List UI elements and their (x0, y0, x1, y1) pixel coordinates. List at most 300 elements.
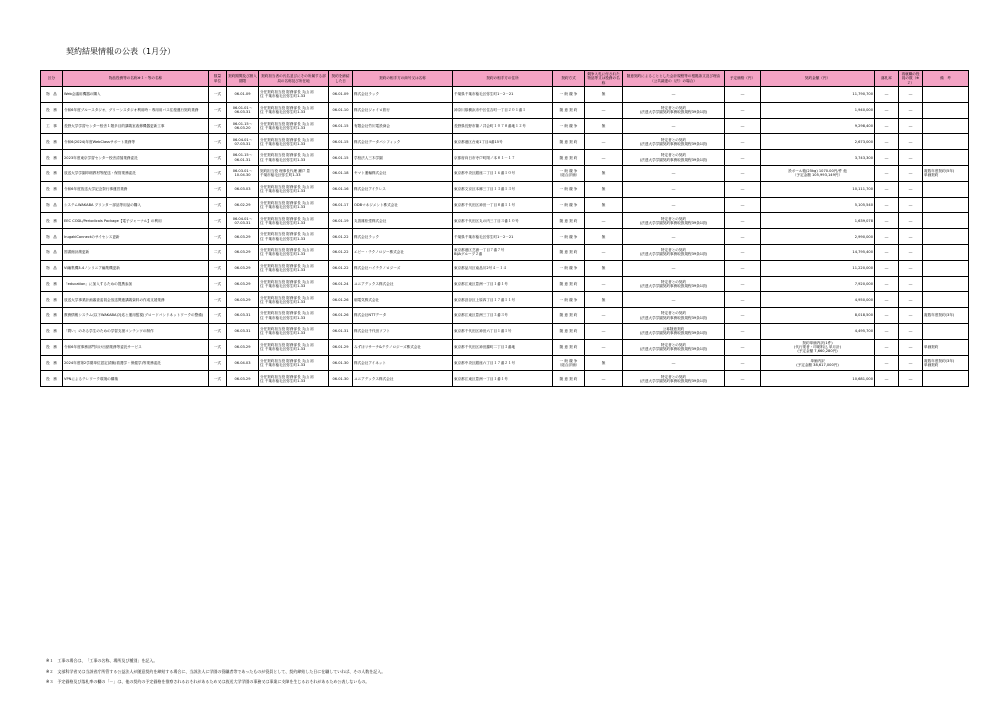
table-cell: 06.01.15 (329, 150, 353, 166)
table-cell: 分任契約担当役 財務部長 丸山 裕 住 千葉市稲毛区弥生町1-33 (259, 292, 329, 308)
column-header: 契約担当者の氏名並びにその所属する部局の名称及び所在地 (259, 71, 329, 87)
table-cell: ― (899, 229, 923, 245)
table-cell: 随 意 契 約 (553, 134, 585, 150)
table-cell: ― (725, 339, 761, 355)
table-cell: 図書館計測更新 (63, 244, 209, 260)
table-cell: 06.01.26 (329, 292, 353, 308)
table-cell: 特定者との契約 (法達大学学園契約事務取扱規程39条1項) (623, 308, 725, 324)
table-cell: 二式 (209, 244, 227, 260)
table-cell: 一式 (209, 292, 227, 308)
table-cell: ― (585, 134, 623, 150)
table-cell: ― (725, 292, 761, 308)
column-header: 備 考 (923, 71, 969, 87)
table-cell: ― (899, 244, 923, 260)
table-cell: ― (725, 213, 761, 229)
table-cell: ― (725, 87, 761, 103)
footnote: ※２ 文部科学省又は当該省庁所管する公益法人が随意契約を締結する場合に、当該法人に学園の役職者等であったものが役員として、契約締結した日に在職していれば、その人数を記入。 (46, 668, 386, 674)
table-cell: 工 事 (41, 118, 63, 134)
table-cell (923, 181, 969, 197)
table-cell: 06.01.09 (329, 87, 353, 103)
table-cell: 単価内訳 (予定金額 38,617,000円) (761, 355, 875, 371)
table-cell: 06.01.16 (329, 181, 353, 197)
table-cell: 1,639,078 (761, 213, 875, 229)
table-cell: ― (899, 150, 923, 166)
table-cell: ヤマト運輸株式会社 (353, 165, 453, 181)
table-cell: 物 品 (41, 260, 63, 276)
table-cell: 千葉県千葉市稲毛区弥生町1－2－21 (453, 229, 553, 245)
table-cell: 役 務 (41, 165, 63, 181)
table-cell: ユニアデックス株式会社 (353, 371, 453, 387)
table-cell: ― (725, 102, 761, 118)
table-cell (923, 229, 969, 245)
table-cell: 分任契約担当役 財務部長 丸山 裕 住 千葉市稲毛区弥生町1-33 (259, 308, 329, 324)
table-cell: ― (725, 118, 761, 134)
table-cell: ― (875, 292, 899, 308)
table-cell: 無 (585, 181, 623, 197)
table-cell: 株式会社ハイテクノロジーズ (353, 260, 453, 276)
table-cell: 06.01.15～ 06.01.31 (227, 150, 259, 166)
table-cell: ― (875, 150, 899, 166)
table-cell: ― (623, 260, 725, 276)
table-cell: 丸善雄松堂株式会社 (353, 213, 453, 229)
contract-results-table (40, 70, 969, 387)
table-cell: 06.02.29 (227, 197, 259, 213)
table-cell: 教務情報システム(以下WAKABA)対応と運用監視(ブロードバンドネットワークの整備) (63, 308, 209, 324)
table-cell: 一式 (209, 229, 227, 245)
table-cell: 一式 (209, 323, 227, 339)
table-cell: 随 意 契 約 (553, 308, 585, 324)
table-cell: 4,950,000 (761, 292, 875, 308)
table-cell: ― (725, 181, 761, 197)
table-cell: VPNによるテレワーク環境の構築 (63, 371, 209, 387)
table-cell: 随 意 契 約 (553, 102, 585, 118)
table-cell: ― (899, 213, 923, 229)
table-cell: IrugakiConnectのサイセンス更新 (63, 229, 209, 245)
table-cell: 14,795,400 (761, 244, 875, 260)
table-cell: ― (585, 102, 623, 118)
table-cell: 06.03.29 (227, 339, 259, 355)
table-row (41, 339, 969, 355)
table-cell: 2023年度東京学習センター校舎清掃業務委託 (63, 150, 209, 166)
table-cell: 分任契約担当役 財務部長 丸山 裕 住 千葉市稲毛区弥生町1-33 (259, 134, 329, 150)
table-cell: 千葉県千葉市稲毛区弥生町1－2－21 (453, 87, 553, 103)
table-cell: 役 務 (41, 276, 63, 292)
table-cell: 2,990,000 (761, 229, 875, 245)
table-cell: ― (899, 371, 923, 387)
table-cell: ― (899, 355, 923, 371)
table-cell: 役 務 (41, 371, 63, 387)
table-cell: 無 (585, 260, 623, 276)
table-cell: 分任契約担当役 財務部長 丸山 裕 住 千葉市稲毛区弥生町1-33 (259, 213, 329, 229)
table-cell: ― (875, 87, 899, 103)
table-cell: 複数年度契約(5年) 単価契約 (923, 165, 969, 181)
table-cell: 無 (585, 87, 623, 103)
table-cell: 株式会社ラック (353, 87, 453, 103)
table-cell: 一式 (209, 339, 227, 355)
table-cell: 特定者との契約 (法達大学学園契約事務取扱規程39条1項) (623, 371, 725, 387)
table-cell: ― (623, 292, 725, 308)
table-row (41, 150, 969, 166)
table-cell: 分任契約担当役 財務部長 丸山 裕 住 千葉市稲毛区弥生町1-33 (259, 244, 329, 260)
table-cell: ― (585, 244, 623, 260)
table-cell: ― (899, 197, 923, 213)
table-cell: 一式 (209, 87, 227, 103)
table-cell: 06.01.30 (329, 355, 353, 371)
table-cell: 一式 (209, 102, 227, 118)
table-cell: 無 (585, 355, 623, 371)
table-cell: 分任契約担当役 財務部長 丸山 裕 住 千葉市稲毛区弥生町1-33 (259, 371, 329, 387)
table-cell: ― (875, 244, 899, 260)
table-cell: 長野県長野市篠ノ井会町１０７８番地１２号 (453, 118, 553, 134)
table-cell: 一 般 競 争 (553, 181, 585, 197)
table-cell: 06.01.15～ 06.03.20 (227, 118, 259, 134)
table-cell: 公募随意契約 (法達大学学園契約事務取扱規程39条1項) (623, 323, 725, 339)
table-cell: 無 (585, 197, 623, 213)
table-cell: 放送大学事業計画審査委員会放送関連講義資料の作成支援業務 (63, 292, 209, 308)
table-cell (923, 150, 969, 166)
table-cell: 分任契約担当役 財務部長 丸山 裕 住 千葉市稲毛区弥生町1-33 (259, 87, 329, 103)
table-cell: 契約担当役 理事長代理 瀬戸 豊 千葉市稲毛区弥生町1-33 (259, 165, 329, 181)
table-cell: 東京都文京区本郷三丁目１３番１３号 (453, 181, 553, 197)
table-cell: みずほリサーチ&テクノロジーズ株式会社 (353, 339, 453, 355)
table-cell: 06.01.24 (329, 276, 353, 292)
column-header: 物品役務等の名称※１・等の名称 (63, 71, 209, 87)
table-cell: 物 品 (41, 229, 63, 245)
page-title: 契約結果情報の公表（1月分） (66, 47, 176, 56)
table-cell: 06.01.22 (329, 260, 353, 276)
table-cell: ― (725, 229, 761, 245)
table-cell: ― (725, 134, 761, 150)
table-cell: 一式 (209, 118, 227, 134)
table-cell: 役 務 (41, 134, 63, 150)
table-cell: 5,105,540 (761, 197, 875, 213)
table-cell: 10,111,700 (761, 181, 875, 197)
table-cell: 株式会社アイクレス (353, 181, 453, 197)
column-header: 契約の相手方の商号又は名称 (353, 71, 453, 87)
footnote: ※３ 予定価格及び落札率の欄の「－」は、他の契約の予定価格を推察されるおそれがあるため又は放送大学学園の事務又は事業に支障を生じるおそれがあるため公表しないもの。 (46, 679, 370, 684)
table-cell: 分任契約担当役 財務部長 丸山 裕 住 千葉市稲毛区弥生町1-33 (259, 355, 329, 371)
table-cell: ― (875, 181, 899, 197)
table-cell: 株式会社データパシフィック (353, 134, 453, 150)
table-cell: 06.01.22 (329, 244, 353, 260)
table-cell: ― (875, 371, 899, 387)
column-header: 契約を締結した日 (329, 71, 353, 87)
table-cell: ODBマネジメント株式会社 (353, 197, 453, 213)
table-cell: ― (875, 165, 899, 181)
table-cell: 06.01.15 (329, 134, 353, 150)
table-cell: 一式 (209, 308, 227, 324)
column-header: 随意契約によることとした会計規程等の根拠条文及び理由（公共調達の（法）の場合） (623, 71, 725, 87)
table-cell: 無 (585, 292, 623, 308)
table-cell: ― (585, 150, 623, 166)
table-row (41, 244, 969, 260)
table-cell: 一 般 競 争 （総合評価） (553, 165, 585, 181)
table-cell: 東京都江東区豊洲一丁目１番１号 (453, 371, 553, 387)
table-cell: ― (875, 118, 899, 134)
table-cell: 分任契約担当役 財務部長 丸山 裕 住 千葉市稲毛区弥生町1-33 (259, 339, 329, 355)
table-cell: 分任契約担当役 財務部長 丸山 裕 住 千葉市稲毛区弥生町1-33 (259, 197, 329, 213)
table-cell: 単価契約 (923, 339, 969, 355)
table-cell: ― (725, 323, 761, 339)
table-cell: 一 般 競 争 (553, 87, 585, 103)
table-row (41, 308, 969, 324)
table-cell: 一式 (209, 150, 227, 166)
table-cell: ― (899, 292, 923, 308)
table-cell: ― (725, 165, 761, 181)
table-cell: 無 (585, 165, 623, 181)
table-cell: 令和6年度放送大学記念祭行事運営業務 (63, 181, 209, 197)
table-cell: 放送大学学園印刷教材等配送・保管業務委託 (63, 165, 209, 181)
column-header: 再就職の役員の数（※２） (899, 71, 923, 87)
table-cell: 10,681,000 (761, 371, 875, 387)
table-cell: 東京都千代田区神田錦町二丁目３番地 (453, 339, 553, 355)
table-cell: 随 意 契 約 (553, 323, 585, 339)
footnotes (46, 656, 385, 688)
table-row (41, 229, 969, 245)
table-cell: 無 (585, 229, 623, 245)
table-cell: ― (725, 244, 761, 260)
table-cell: 一式 (209, 355, 227, 371)
table-cell: VI編集機3-4ノンリニア編集機更新 (63, 260, 209, 276)
table-cell: 「問い」のある学生のための学習支援コンテンツの制作 (63, 323, 209, 339)
table-cell: Web会議用機器の購入 (63, 87, 209, 103)
table-cell: 東京都江東区豊洲三丁目３番３号 (453, 308, 553, 324)
table-cell: EEC CODL/Periodicals Package【電子ジャーナル】の利用 (63, 213, 209, 229)
table-cell: 東京都江東区豊洲一丁目１番１号 (453, 276, 553, 292)
table-cell: ― (875, 213, 899, 229)
table-cell: ― (725, 371, 761, 387)
table-cell (923, 276, 969, 292)
column-header: 契約の相手方の住所 (453, 71, 553, 87)
table-cell: 複数年度契約(3年) 単価契約 (923, 355, 969, 371)
table-cell: 一式 (209, 213, 227, 229)
table-cell: 一式 (209, 371, 227, 387)
table-cell (923, 197, 969, 213)
table-cell (923, 260, 969, 276)
table-cell: ― (899, 165, 923, 181)
table-cell: 分任契約担当役 財務部長 丸山 裕 住 千葉市稲毛区弥生町1-33 (259, 276, 329, 292)
table-cell: 一式 (209, 260, 227, 276)
table-cell: 06.03.29 (227, 229, 259, 245)
table-cell: 06.01.10 (329, 102, 353, 118)
column-header: 予定価格（円） (725, 71, 761, 87)
table-cell: ― (875, 276, 899, 292)
table-cell: ― (623, 165, 725, 181)
table-cell: 役 務 (41, 181, 63, 197)
table-cell (923, 244, 969, 260)
table-cell: ― (623, 181, 725, 197)
table-cell: ― (899, 323, 923, 339)
table-cell: 物 品 (41, 244, 63, 260)
table-cell: 役 務 (41, 339, 63, 355)
column-header: 契約金額（円） (761, 71, 875, 87)
table-cell: 随 意 契 約 (553, 276, 585, 292)
table-cell: 分任契約担当役 財務部長 丸山 裕 住 千葉市稲毛区弥生町1-33 (259, 229, 329, 245)
table-cell: 06.01.09 (227, 87, 259, 103)
column-header: 数量 単位 (209, 71, 227, 87)
table-cell: 株式会社アイネット (353, 355, 453, 371)
table-cell: 役 務 (41, 308, 63, 324)
table-cell (923, 134, 969, 150)
table-cell (923, 371, 969, 387)
table-cell: 東京都中央区銀座二丁目１６番１０号 (453, 165, 553, 181)
table-cell: ― (899, 308, 923, 324)
table-cell: 有限会社竹川電設商会 (353, 118, 453, 134)
table-cell: 特定者との契約 (法達大学学園契約事務取扱規程39条1項) (623, 150, 725, 166)
table-cell: ― (875, 229, 899, 245)
table-cell: 06.01.26 (329, 308, 353, 324)
table-cell: 随 意 契 約 (553, 371, 585, 387)
table-cell: 一 般 競 争 (553, 118, 585, 134)
table-cell: 06.03.03 (227, 181, 259, 197)
table-cell: 06.01.01～ 06.03.31 (227, 102, 259, 118)
table-cell: 東京都品川区南品川2号４－１４ (453, 260, 553, 276)
table-cell: 06.01.15 (329, 118, 353, 134)
table-cell: 06.03.29 (227, 292, 259, 308)
table-row (41, 87, 969, 103)
table-cell: 株式会社NTTデータ (353, 308, 453, 324)
table-cell: システムWAKABA プリンター部品等用品の購入 (63, 197, 209, 213)
table-cell: 06.01.29 (329, 339, 353, 355)
table-cell: 「education」に加入するための提携参加 (63, 276, 209, 292)
table-cell: 分任契約担当役 財務部長 丸山 裕 住 千葉市稲毛区弥生町1-33 (259, 102, 329, 118)
footnote: ※１ 工事の場合は、「工事の名称、場所及び種別」を記入。 (46, 658, 158, 663)
table-cell: 06.01.30 (329, 371, 353, 387)
table-cell: ― (725, 276, 761, 292)
table-cell: ― (725, 308, 761, 324)
table-cell (923, 292, 969, 308)
table-cell: 一式 (209, 276, 227, 292)
table-cell: 随 意 契 約 (553, 150, 585, 166)
table-cell: ― (623, 229, 725, 245)
table-cell: 契約単価内訳(1件) (代行業者・印刷料込 単月計) (予定金額 7,660,280円) (761, 339, 875, 355)
table-cell: 分任契約担当役 財務部長 丸山 裕 住 千葉市稲毛区弥生町1-33 (259, 118, 329, 134)
column-header: 区分 (41, 71, 63, 87)
table-cell: 分任契約担当役 財務部長 丸山 裕 住 千葉市稲毛区弥生町1-33 (259, 260, 329, 276)
table-body (41, 87, 969, 387)
table-cell: 無 (585, 118, 623, 134)
table-cell: 京都府向日市寺戸町岡ノ本８１－１７ (453, 150, 553, 166)
table-cell: 一 般 競 争 (553, 229, 585, 245)
table-row (41, 355, 969, 371)
table-cell: エビー・テクノロジー株式会社 (353, 244, 453, 260)
table-cell (923, 323, 969, 339)
table-cell: 令和6年度事務部門向け出納業務等委託サービス (63, 339, 209, 355)
table-cell: 一式 (209, 165, 227, 181)
table-cell: ― (899, 181, 923, 197)
table-cell (923, 118, 969, 134)
table-cell: 随 意 契 約 (553, 213, 585, 229)
table-cell: ― (875, 323, 899, 339)
table-row (41, 213, 969, 229)
table-cell (923, 102, 969, 118)
table-cell: 3,743,300 (761, 150, 875, 166)
table-cell: 役 務 (41, 150, 63, 166)
table-cell: 役 務 (41, 102, 63, 118)
table-cell: ユニアデックス株式会社 (353, 276, 453, 292)
column-header: 競争入札に付された物品等又は役務の名称 (585, 71, 623, 87)
table-cell: ― (585, 323, 623, 339)
table-header-row (41, 71, 969, 87)
table-cell: ― (875, 339, 899, 355)
table-row (41, 276, 969, 292)
table-cell: ― (899, 339, 923, 355)
column-header: 落札率 (875, 71, 899, 87)
table-cell: 一 般 競 争 （総合評価） (553, 355, 585, 371)
table-row (41, 292, 969, 308)
table-cell: 7,920,000 (761, 276, 875, 292)
table-cell: 令和6(2024)年度WebClassサポート業務等 (63, 134, 209, 150)
table-cell: ― (623, 197, 725, 213)
table-cell: 06.03.29 (227, 276, 259, 292)
table-cell: 06.03.31 (227, 323, 259, 339)
table-cell: 物 品 (41, 87, 63, 103)
table-cell: 特定者との契約 (法達大学学園契約事務取扱規程39条1項) (623, 213, 725, 229)
table-cell: 2024年度第2学期単位認定試験(看護学・保健学)等業務委託 (63, 355, 209, 371)
table-cell: 一 般 競 争 (553, 260, 585, 276)
table-cell: 9,298,400 (761, 118, 875, 134)
table-cell: 分任契約担当役 財務部長 丸山 裕 住 千葉市稲毛区弥生町1-33 (259, 181, 329, 197)
table-cell: 役 務 (41, 292, 63, 308)
table-cell: ― (623, 118, 725, 134)
table-cell: 一式 (209, 134, 227, 150)
table-cell: ― (585, 371, 623, 387)
column-header: 契約方式 (553, 71, 585, 87)
table-cell: 06.03.29 (227, 371, 259, 387)
table-cell: 06.01.17 (329, 197, 353, 213)
table-cell: 役 務 (41, 213, 63, 229)
table-cell: ― (875, 308, 899, 324)
table-cell: 特定者との契約 (法達大学学園契約事務取扱規程39条1項) (623, 102, 725, 118)
table-cell: ― (899, 276, 923, 292)
table-cell: 06.04.01～ 07.03.31 (227, 134, 259, 150)
table-cell: ― (585, 276, 623, 292)
table-cell: ― (899, 102, 923, 118)
table-cell (923, 87, 969, 103)
table-cell: 特定者との契約 (法達大学学園契約事務取扱規程39条1項) (623, 339, 725, 355)
table-cell: 役 務 (41, 323, 63, 339)
table-cell: ― (585, 339, 623, 355)
table-cell: 8,018,500 (761, 308, 875, 324)
table-cell: 06.01.22 (329, 229, 353, 245)
table-cell: 11,220,000 (761, 260, 875, 276)
table-row (41, 323, 969, 339)
table-cell: 学校法人三木学園 (353, 150, 453, 166)
table-cell: 長野大学学習センター校舎１階多目的講義室改修機器更新工事 (63, 118, 209, 134)
table-cell: 06.01.19 (329, 213, 353, 229)
table-cell: ― (899, 134, 923, 150)
table-cell: 06.03.29 (227, 260, 259, 276)
table-cell: ― (725, 150, 761, 166)
table-cell: 06.01.31 (329, 323, 353, 339)
table-cell: ― (875, 134, 899, 150)
table-row (41, 102, 969, 118)
table-cell: ― (725, 197, 761, 213)
table-cell: ― (725, 355, 761, 371)
table-cell: 2,673,000 (761, 134, 875, 150)
table-cell: ― (623, 355, 725, 371)
table-row (41, 197, 969, 213)
table-row (41, 134, 969, 150)
table-cell: 東京都千代田区神田六丁目１番１号 (453, 323, 553, 339)
table-cell: 分任契約担当役 財務部長 丸山 裕 住 千葉市稲毛区弥生町1-33 (259, 323, 329, 339)
table-cell: ― (623, 87, 725, 103)
table-cell: 株式会社ラック (353, 229, 453, 245)
table-cell: ― (875, 197, 899, 213)
table-cell: 神奈川県横浜市中区住吉町一丁目２０１番１ (453, 102, 553, 118)
table-cell: 1,940,000 (761, 102, 875, 118)
table-cell: 東京都千代田区丸の内三丁目３番１０号 (453, 213, 553, 229)
